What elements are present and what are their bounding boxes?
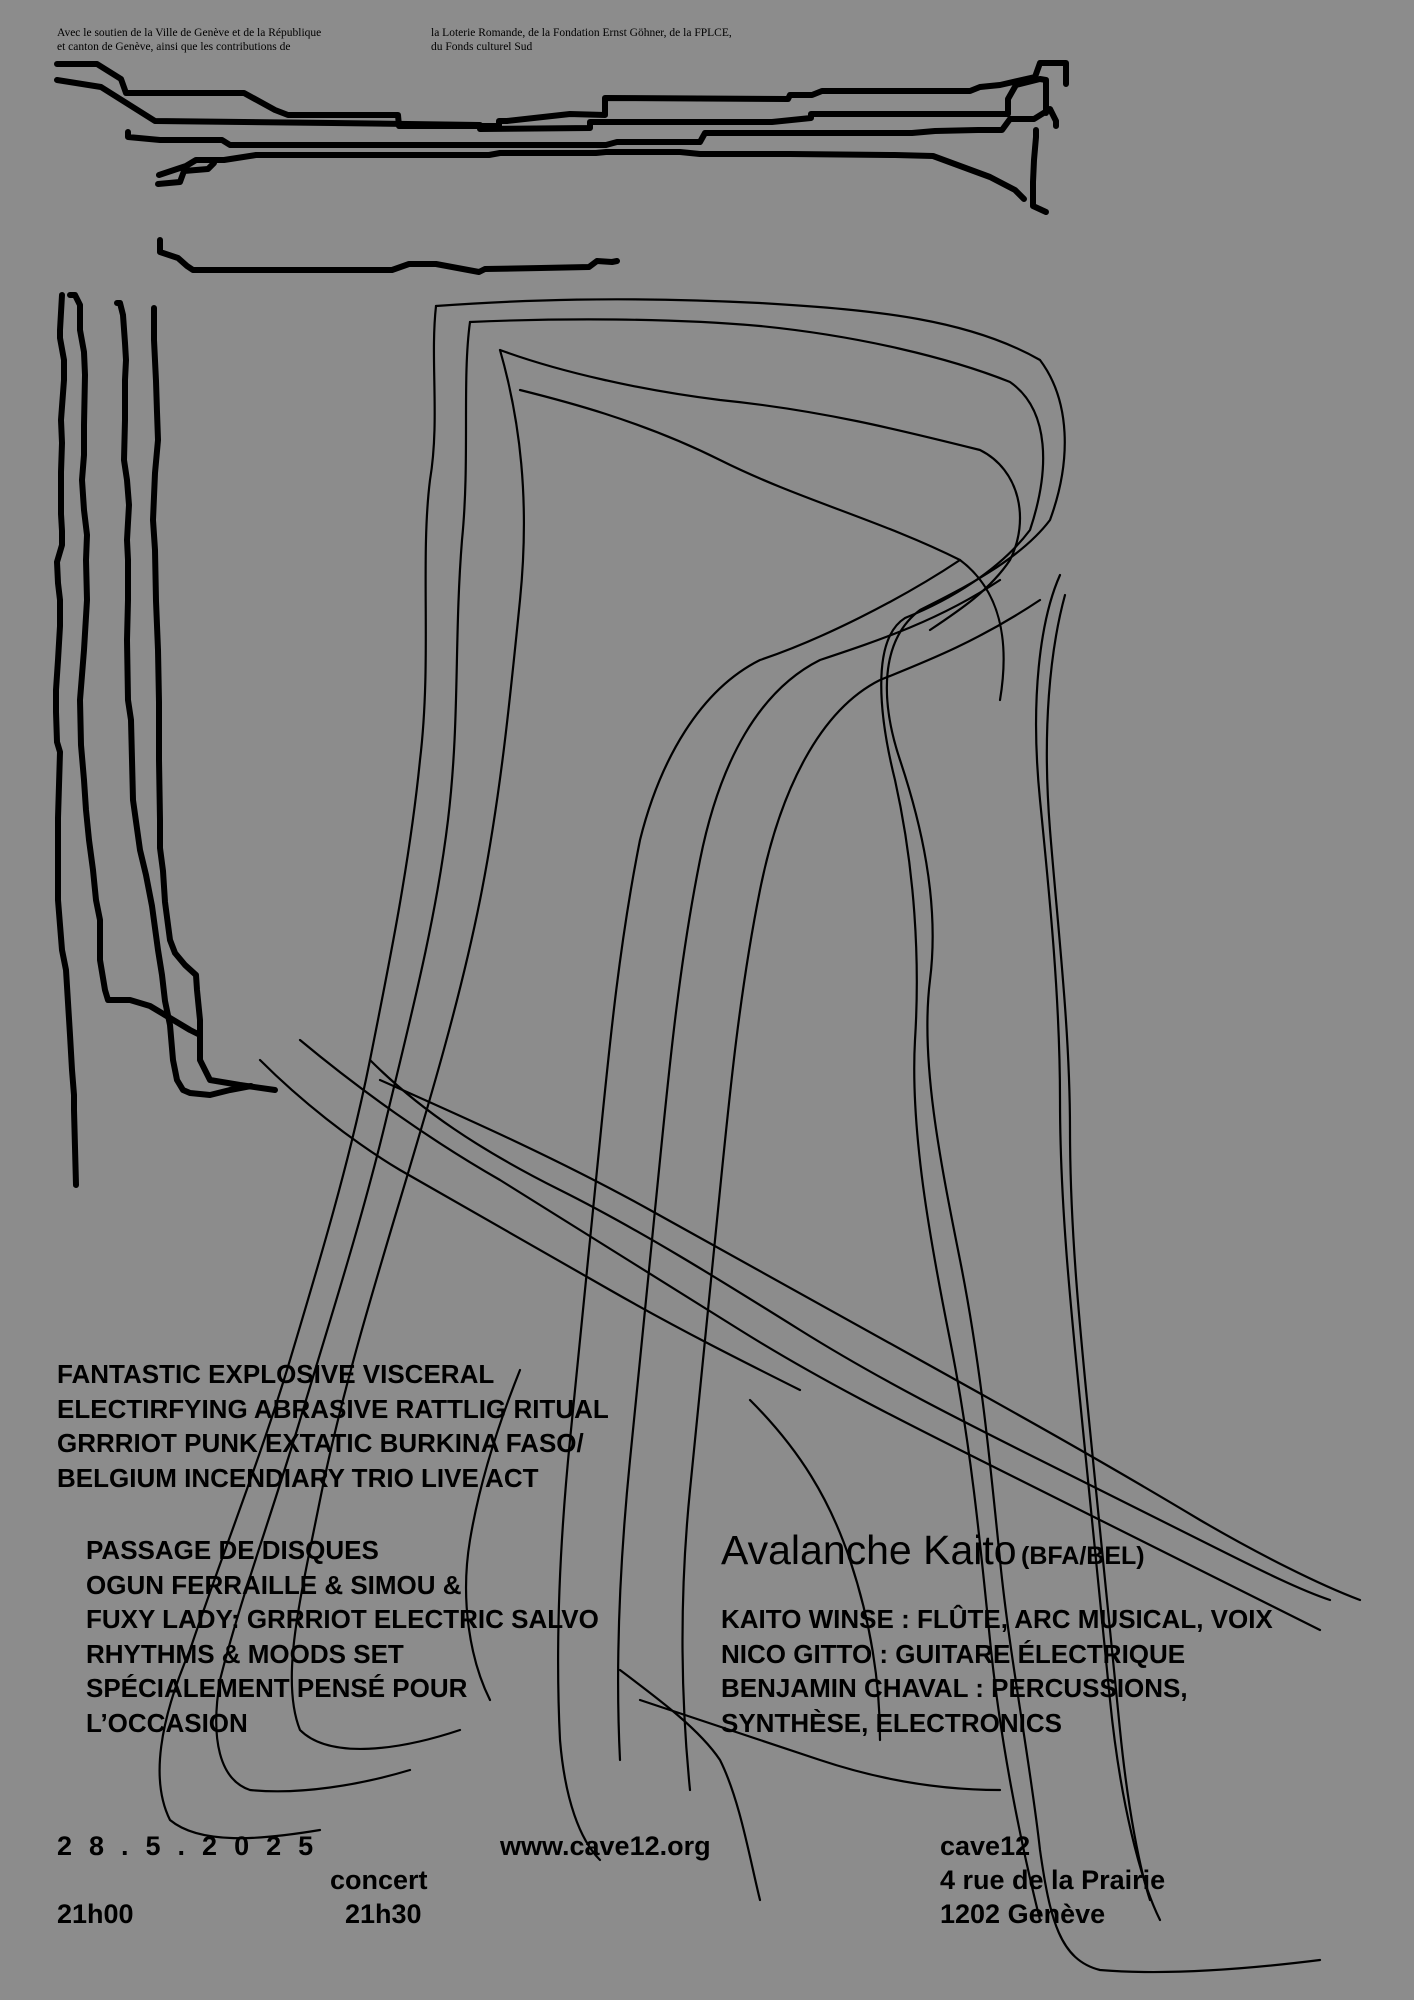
credits-line: la Loterie Romande, de la Fondation Ernst Göhner, de la FPLCE, bbox=[431, 27, 732, 39]
credits-column-1 bbox=[57, 26, 321, 54]
member-line: KAITO WINSE : FLÛTE, ARC MUSICAL, VOIX bbox=[721, 1604, 1273, 1634]
dj-set-line: PASSAGE DE DISQUES bbox=[86, 1535, 379, 1565]
member-line: SYNTHÈSE, ELECTRONICS bbox=[721, 1707, 1062, 1738]
event-date: 28.5.2025 bbox=[57, 1831, 331, 1861]
headliner-title bbox=[721, 1527, 1145, 1574]
credits-line: du Fonds culturel Sud bbox=[431, 41, 533, 53]
credits-column-2 bbox=[431, 26, 732, 54]
venue-street: 4 rue de la Prairie bbox=[940, 1865, 1166, 1895]
concert-label: concert bbox=[330, 1865, 428, 1895]
description-line: ELECTIRFYING ABRASIVE RATTLIG RITUAL bbox=[57, 1393, 609, 1424]
venue-city: 1202 Genève bbox=[940, 1899, 1106, 1929]
website-link[interactable]: www.cave12.org bbox=[500, 1831, 711, 1861]
dj-set-line: FUXY LADY: GRRRIOT ELECTRIC SALVO bbox=[86, 1604, 599, 1634]
concert-time: 21h30 bbox=[345, 1899, 422, 1929]
description-line: BELGIUM INCENDIARY TRIO LIVE ACT bbox=[57, 1462, 539, 1493]
act-description bbox=[57, 1357, 609, 1495]
dj-set-line: SPÉCIALEMENT PENSÉ POUR bbox=[86, 1673, 468, 1703]
doors-time: 21h00 bbox=[57, 1899, 134, 1929]
dj-set-line: OGUN FERRAILLE & SIMOU & bbox=[86, 1569, 462, 1600]
headliner-name: Avalanche Kaito bbox=[721, 1527, 1017, 1573]
dj-set-line: RHYTHMS & MOODS SET bbox=[86, 1638, 404, 1669]
description-line: FANTASTIC EXPLOSIVE VISCERAL bbox=[57, 1359, 495, 1389]
dj-set-info bbox=[86, 1533, 599, 1740]
member-line: BENJAMIN CHAVAL : PERCUSSIONS, bbox=[721, 1673, 1188, 1703]
venue-name: cave12 bbox=[940, 1831, 1031, 1861]
headliner-members bbox=[721, 1602, 1273, 1740]
dj-set-line: L’OCCASION bbox=[86, 1707, 248, 1738]
credits-line: Avec le soutien de la Ville de Genève et de la République bbox=[57, 27, 322, 39]
credits-line: et canton de Genève, ainsi que les contributions de bbox=[57, 41, 291, 53]
description-line: GRRRIOT PUNK EXTATIC BURKINA FASO/ bbox=[57, 1428, 584, 1458]
member-line: NICO GITTO : GUITARE ÉLECTRIQUE bbox=[721, 1638, 1186, 1669]
headliner-origin: (BFA/BEL) bbox=[1021, 1542, 1145, 1570]
